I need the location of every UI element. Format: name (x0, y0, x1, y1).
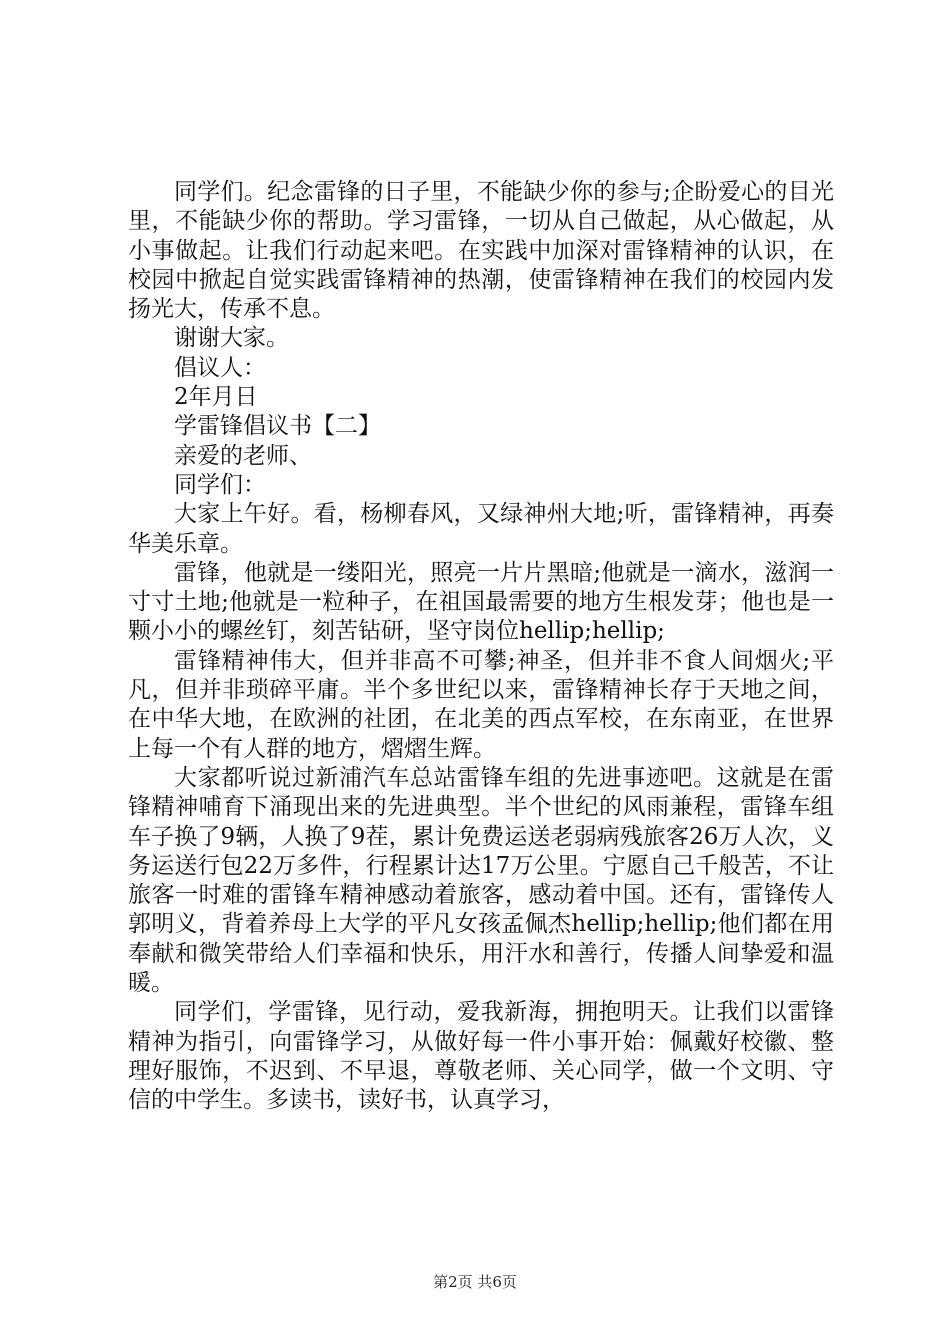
paragraph-thanks: 谢谢大家。 (174, 325, 289, 352)
paragraph-bus-team: 大家都听说过新浦汽车总站雷锋车组的先进事迹吧。这就是在雷锋精神哺育下涌现出来的先进典型。半个世纪的风雨兼程，雷锋车组车子换了9辆，人换了9茬，累计免费运送老弱病残旅客26万人次，义务运送行包22万多件，行程累计达17万公里。宁愿自己千般苦，不让旅客一时难的雷锋车精神感动着旅客，感动着中国。还有，雷锋传人郭明义，背着养母上大学的平凡女孩孟佩杰hellip;hellip;他们都在用奉献和微笑带给人们幸福和快乐，用汗水和善行，传播人间挚爱和温暖。 (128, 764, 834, 997)
paragraph-closing-appeal: 同学们。纪念雷锋的日子里，不能缺少你的参与;企盼爱心的目光里，不能缺少你的帮助。学习雷锋，一切从自己做起，从心做起，从小事做起。让我们行动起来吧。在实践中加深对雷锋精神的认识，在校园中掀起自觉实践雷锋精神的热潮，使雷锋精神在我们的校园内发扬光大，传承不息。 (128, 179, 834, 323)
paragraph-leifeng-metaphor: 雷锋，他就是一缕阳光，照亮一片片黑暗;他就是一滴水，滋润一寸寸土地;他就是一粒种子，在祖国最需要的地方生根发芽；他也是一颗小小的螺丝钉，刻苦钻研，坚守岗位hellip;hellip; (128, 559, 834, 645)
salutation-students: 同学们： (174, 471, 266, 498)
paragraph-spirit: 雷锋精神伟大，但并非高不可攀;神圣，但并非不食人间烟火;平凡，但并非琐碎平庸。半个多世纪以来，雷锋精神长存于天地之间，在中华大地，在欧洲的社团，在北美的西点军校，在东南亚，在世界上每一个有人群的地方，熠熠生辉。 (128, 647, 834, 762)
paragraph-call-to-action: 同学们，学雷锋，见行动，爱我新海，拥抱明天。让我们以雷锋精神为指引，向雷锋学习，从做好每一件小事开始：佩戴好校徽、整理好服饰，不迟到、不早退，尊敬老师、关心同学，做一个文明、守信的中学生。多读书，读好书，认真学习， (128, 999, 834, 1114)
page-footer: 第2页 共6页 (433, 1273, 517, 1291)
paragraph-date: 2年月日 (174, 384, 258, 411)
document-body (128, 178, 834, 1116)
paragraph-greeting: 大家上午好。看，杨柳春风，又绿神州大地;听，雷锋精神，再奏华美乐章。 (128, 501, 834, 557)
salutation-teachers: 亲爱的老师、 (174, 442, 312, 469)
section-title: 学雷锋倡议书【二】 (174, 413, 381, 440)
paragraph-proposer: 倡议人： (174, 354, 266, 381)
